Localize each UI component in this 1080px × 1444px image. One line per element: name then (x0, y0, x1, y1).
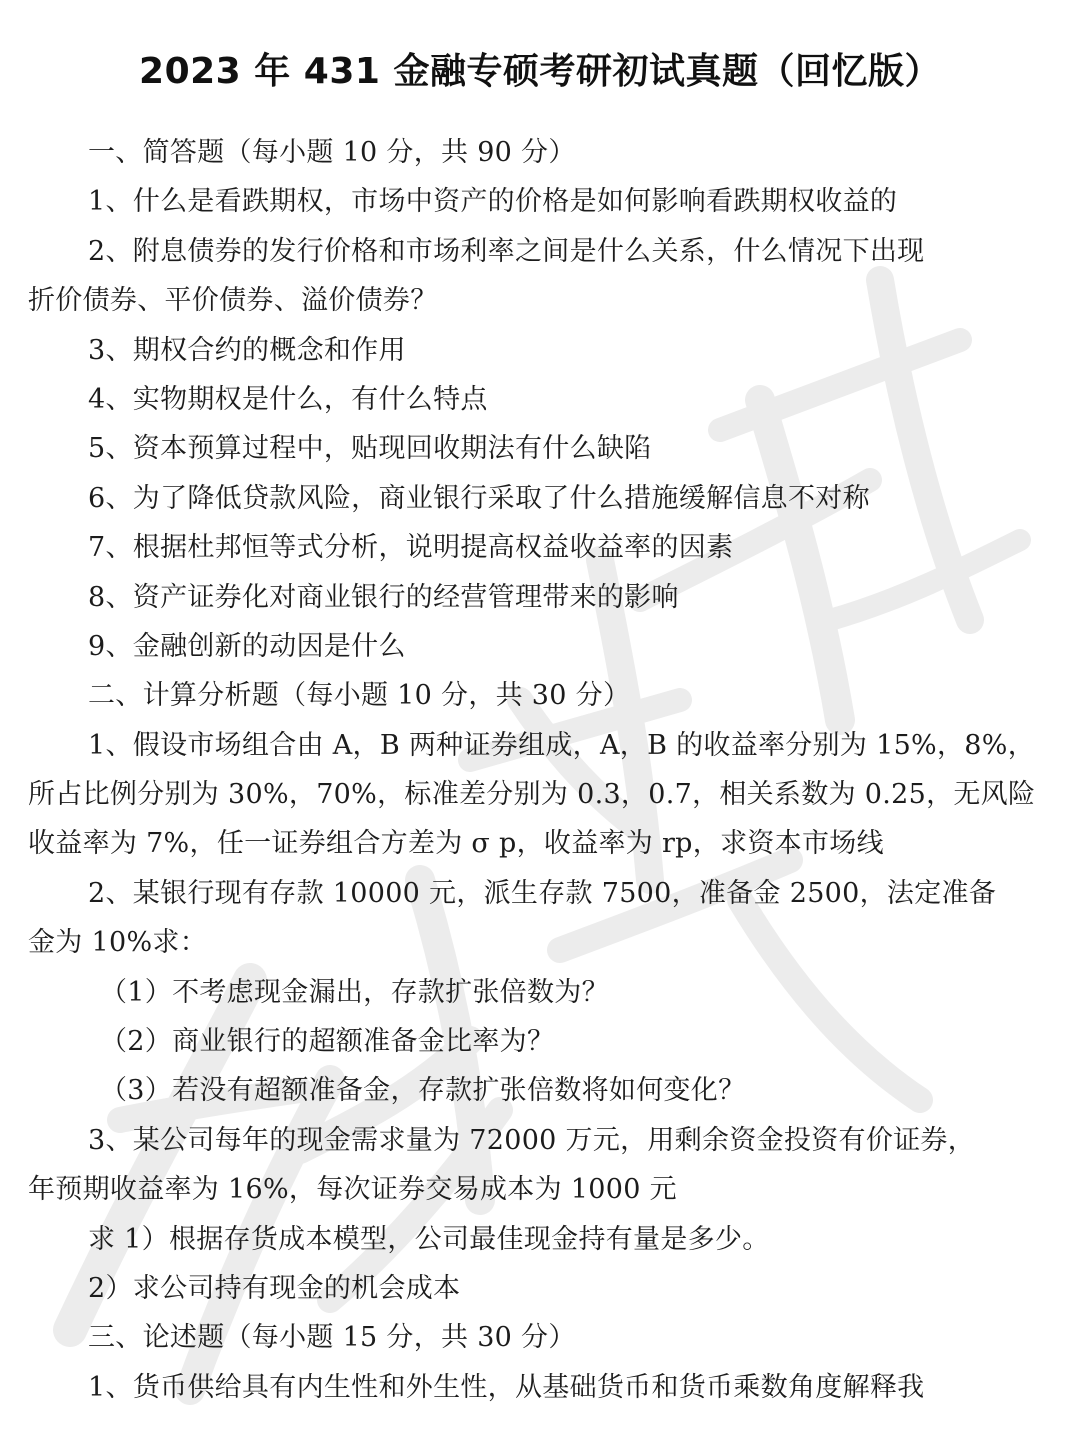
question-line: 折价债券、平价债券、溢价债券？ (28, 285, 438, 317)
question-line: 7、根据杜邦恒等式分析，说明提高权益收益率的因素 (88, 532, 734, 564)
question-line: 2、某银行现有存款 10000 元，派生存款 7500，准备金 2500，法定准备 (88, 877, 997, 909)
question-line: 6、为了降低贷款风险，商业银行采取了什么措施缓解信息不对称 (88, 482, 870, 514)
sub-question-line: （1）不考虑现金漏出，存款扩张倍数为？ (100, 976, 609, 1008)
section-heading-essay: 三、论述题（每小题 15 分，共 30 分） (88, 1322, 576, 1354)
question-line: 1、货币供给具有内生性和外生性，从基础货币和货币乘数角度解释我 (88, 1371, 925, 1403)
question-line: 9、金融创新的动因是什么 (88, 630, 406, 662)
question-line: 3、期权合约的概念和作用 (88, 334, 406, 366)
sub-question-line: （3）若没有超额准备金，存款扩张倍数将如何变化？ (100, 1075, 746, 1107)
page-title: 2023 年 431 金融专硕考研初试真题（回忆版） (139, 51, 941, 92)
question-line: 2、附息债券的发行价格和市场利率之间是什么关系，什么情况下出现 (88, 235, 925, 267)
question-line: 5、资本预算过程中，贴现回收期法有什么缺陷 (88, 433, 652, 465)
section-heading-calculation: 二、计算分析题（每小题 10 分，共 30 分） (88, 680, 631, 712)
sub-question-line: （2）商业银行的超额准备金比率为？ (100, 1026, 555, 1058)
question-line: 1、什么是看跌期权，市场中资产的价格是如何影响看跌期权收益的 (88, 186, 898, 218)
question-line: 4、实物期权是什么，有什么特点 (88, 383, 488, 415)
section-heading-short-answer: 一、简答题（每小题 10 分，共 90 分） (88, 137, 576, 168)
question-line: 所占比例分别为 30%，70%，标准差分别为 0.3，0.7，相关系数为 0.25，无风险 (28, 779, 1036, 811)
question-line: 年预期收益率为 16%，每次证券交易成本为 1000 元 (28, 1174, 677, 1206)
question-line: 3、某公司每年的现金需求量为 72000 万元，用剩余资金投资有价证券， (88, 1124, 976, 1156)
exam-question-list (28, 128, 1036, 1412)
question-line: 2）求公司持有现金的机会成本 (88, 1272, 461, 1304)
question-line: 求 1）根据存货成本模型，公司最佳现金持有量是多少。 (88, 1223, 770, 1255)
question-line: 金为 10%求： (28, 927, 207, 959)
question-line: 8、资产证券化对商业银行的经营管理带来的影响 (88, 581, 679, 613)
question-line: 1、假设市场组合由 A，B 两种证券组成，A，B 的收益率分别为 15%，8%， (88, 729, 1036, 761)
question-line: 收益率为 7%，任一证券组合方差为 σ p，收益率为 rp，求资本市场线 (28, 828, 884, 860)
